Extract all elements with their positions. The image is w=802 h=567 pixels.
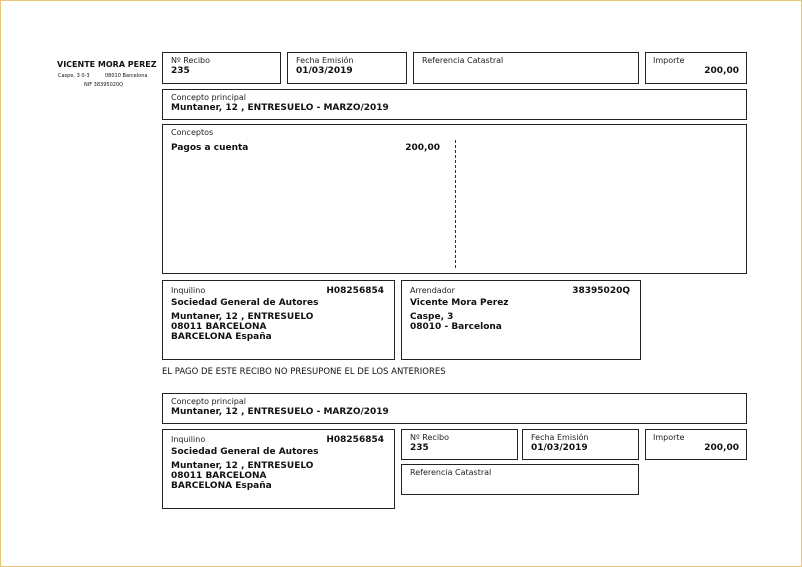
stub-issue-date-label: Fecha Emisión [531, 433, 589, 442]
main-concept-value: Muntaner, 12 , ENTRESUELO - MARZO/2019 [171, 103, 389, 113]
stub-main-concept-value: Muntaner, 12 , ENTRESUELO - MARZO/2019 [171, 407, 389, 417]
issuer-city: 08010 Barcelona [105, 73, 148, 79]
issue-date-box [287, 52, 407, 84]
amount-value: 200,00 [704, 66, 739, 76]
issue-date-value: 01/03/2019 [296, 66, 353, 76]
stub-cadastral-ref-box [401, 464, 639, 495]
concepts-label: Conceptos [171, 128, 214, 137]
tenant-name: Sociedad General de Autores [171, 298, 319, 308]
stub-issue-date-box [522, 429, 639, 460]
concepts-divider [455, 140, 456, 268]
landlord-label: Arrendador [410, 286, 455, 295]
stub-amount-value: 200,00 [704, 443, 739, 453]
issue-date-label: Fecha Emisión [296, 56, 354, 65]
stub-main-concept-label: Concepto principal [171, 397, 247, 406]
stub-receipt-number-box [401, 429, 518, 460]
receipt-number-value: 235 [171, 66, 190, 76]
issuer-nif: NIF 38395020Q [84, 82, 124, 88]
landlord-address1: Caspe, 3 [410, 312, 454, 322]
issuer-name: VICENTE MORA PEREZ [57, 60, 157, 69]
tenant-box [162, 280, 395, 360]
tenant-nif: H08256854 [326, 286, 384, 296]
stub-cadastral-ref-label: Referencia Catastral [410, 468, 492, 477]
tenant-address2: 08011 BARCELONA [171, 322, 267, 332]
stub-tenant-label: Inquilino [171, 435, 206, 444]
cadastral-ref-box [413, 52, 639, 84]
concept-name: Pagos a cuenta [171, 143, 249, 153]
stub-tenant-box [162, 429, 395, 509]
landlord-address2: 08010 - Barcelona [410, 322, 502, 332]
landlord-box [401, 280, 641, 360]
concept-amount: 200,00 [405, 143, 440, 153]
stub-tenant-name: Sociedad General de Autores [171, 447, 319, 457]
stub-tenant-nif: H08256854 [326, 435, 384, 445]
receipt-number-box [162, 52, 281, 84]
stub-amount-label: Importe [653, 433, 685, 442]
stub-receipt-number-value: 235 [410, 443, 429, 453]
payment-notice: EL PAGO DE ESTE RECIBO NO PRESUPONE EL DE LOS ANTERIORES [162, 367, 446, 377]
landlord-name: Vicente Mora Perez [410, 298, 509, 308]
stub-tenant-address1: Muntaner, 12 , ENTRESUELO [171, 461, 314, 471]
stub-main-concept-box [162, 393, 747, 424]
amount-box [645, 52, 747, 84]
stub-amount-box [645, 429, 747, 460]
tenant-label: Inquilino [171, 286, 206, 295]
tenant-address3: BARCELONA España [171, 332, 272, 342]
concepts-box [162, 124, 747, 274]
issuer-address: Caspe, 3 0-3 [58, 73, 90, 79]
cadastral-ref-label: Referencia Catastral [422, 56, 504, 65]
stub-receipt-number-label: Nº Recibo [410, 433, 450, 442]
receipt-number-label: Nº Recibo [171, 56, 211, 65]
landlord-nif: 38395020Q [572, 286, 630, 296]
stub-tenant-address3: BARCELONA España [171, 481, 272, 491]
main-concept-box [162, 89, 747, 120]
main-concept-label: Concepto principal [171, 93, 247, 102]
tenant-address1: Muntaner, 12 , ENTRESUELO [171, 312, 314, 322]
amount-label: Importe [653, 56, 685, 65]
stub-tenant-address2: 08011 BARCELONA [171, 471, 267, 481]
stub-issue-date-value: 01/03/2019 [531, 443, 588, 453]
